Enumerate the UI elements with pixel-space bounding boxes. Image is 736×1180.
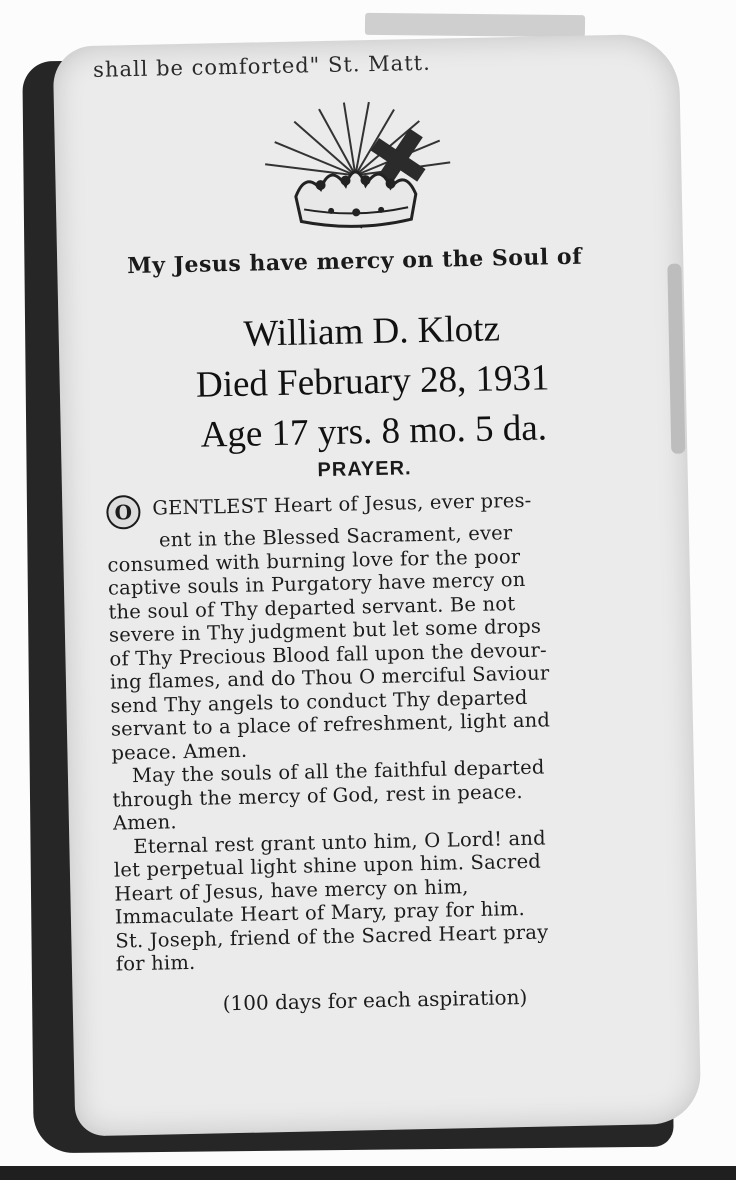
aspiration-line: St. Joseph, friend of the Sacred Heart pray bbox=[115, 919, 549, 953]
prayer-line: servant to a place of refreshment, light and bbox=[110, 708, 551, 741]
requiem-line: May the souls of all the faithful departed bbox=[131, 755, 545, 788]
prayer-line: peace. Amen. bbox=[111, 738, 248, 765]
death-date: Died February 28, 1931 bbox=[195, 357, 550, 406]
aspiration-line: Eternal rest grant unto him, O Lord! and bbox=[133, 826, 547, 858]
prayer-line: O GENTLEST Heart of Jesus, ever pres- bbox=[106, 484, 647, 529]
memorial-card bbox=[53, 34, 702, 1137]
mercy-invocation: My Jesus have mercy on the Soul of bbox=[126, 243, 583, 280]
age-at-death: Age 17 yrs. 8 mo. 5 da. bbox=[200, 407, 548, 456]
aspiration-line: let perpetual light shine upon him. Sacred bbox=[113, 849, 542, 882]
prayer-line: of Thy Precious Blood fall upon the devour- bbox=[109, 637, 547, 671]
torn-paper-strip bbox=[365, 13, 585, 37]
aspiration-line: Immaculate Heart of Mary, pray for him. bbox=[114, 896, 526, 929]
deceased-name: William D. Klotz bbox=[243, 308, 501, 355]
prayer-line: ent in the Blessed Sacrament, ever bbox=[158, 521, 513, 552]
prayer-line: send Thy angels to conduct Thy departed bbox=[110, 685, 528, 718]
prayer-body bbox=[106, 484, 656, 976]
prayer-line: the soul of Thy departed servant. Be not bbox=[108, 591, 516, 624]
indulgence-note: (100 days for each aspiration) bbox=[222, 984, 528, 1016]
aspiration-line: for him. bbox=[115, 950, 196, 976]
crown-with-cross-icon bbox=[244, 98, 467, 253]
prayer-line: ing flames, and do Thou O merciful Saviour bbox=[109, 661, 550, 694]
prayer-line: severe in Thy judgment but let some drops bbox=[108, 614, 542, 647]
scan-edge-shadow bbox=[0, 1166, 736, 1180]
requiem-line: Amen. bbox=[112, 810, 178, 835]
prayer-line: consumed with burning love for the poor bbox=[107, 544, 521, 577]
scripture-quote: shall be comforted" St. Matt. bbox=[92, 50, 431, 82]
prayer-line: captive souls in Purgatory have mercy on bbox=[107, 567, 526, 600]
aspiration-line: Heart of Jesus, have mercy on him, bbox=[114, 874, 469, 906]
prayer-heading: PRAYER. bbox=[317, 457, 412, 482]
requiem-line: through the mercy of God, rest in peace. bbox=[112, 779, 524, 812]
dropcap-letter: O bbox=[106, 495, 141, 530]
